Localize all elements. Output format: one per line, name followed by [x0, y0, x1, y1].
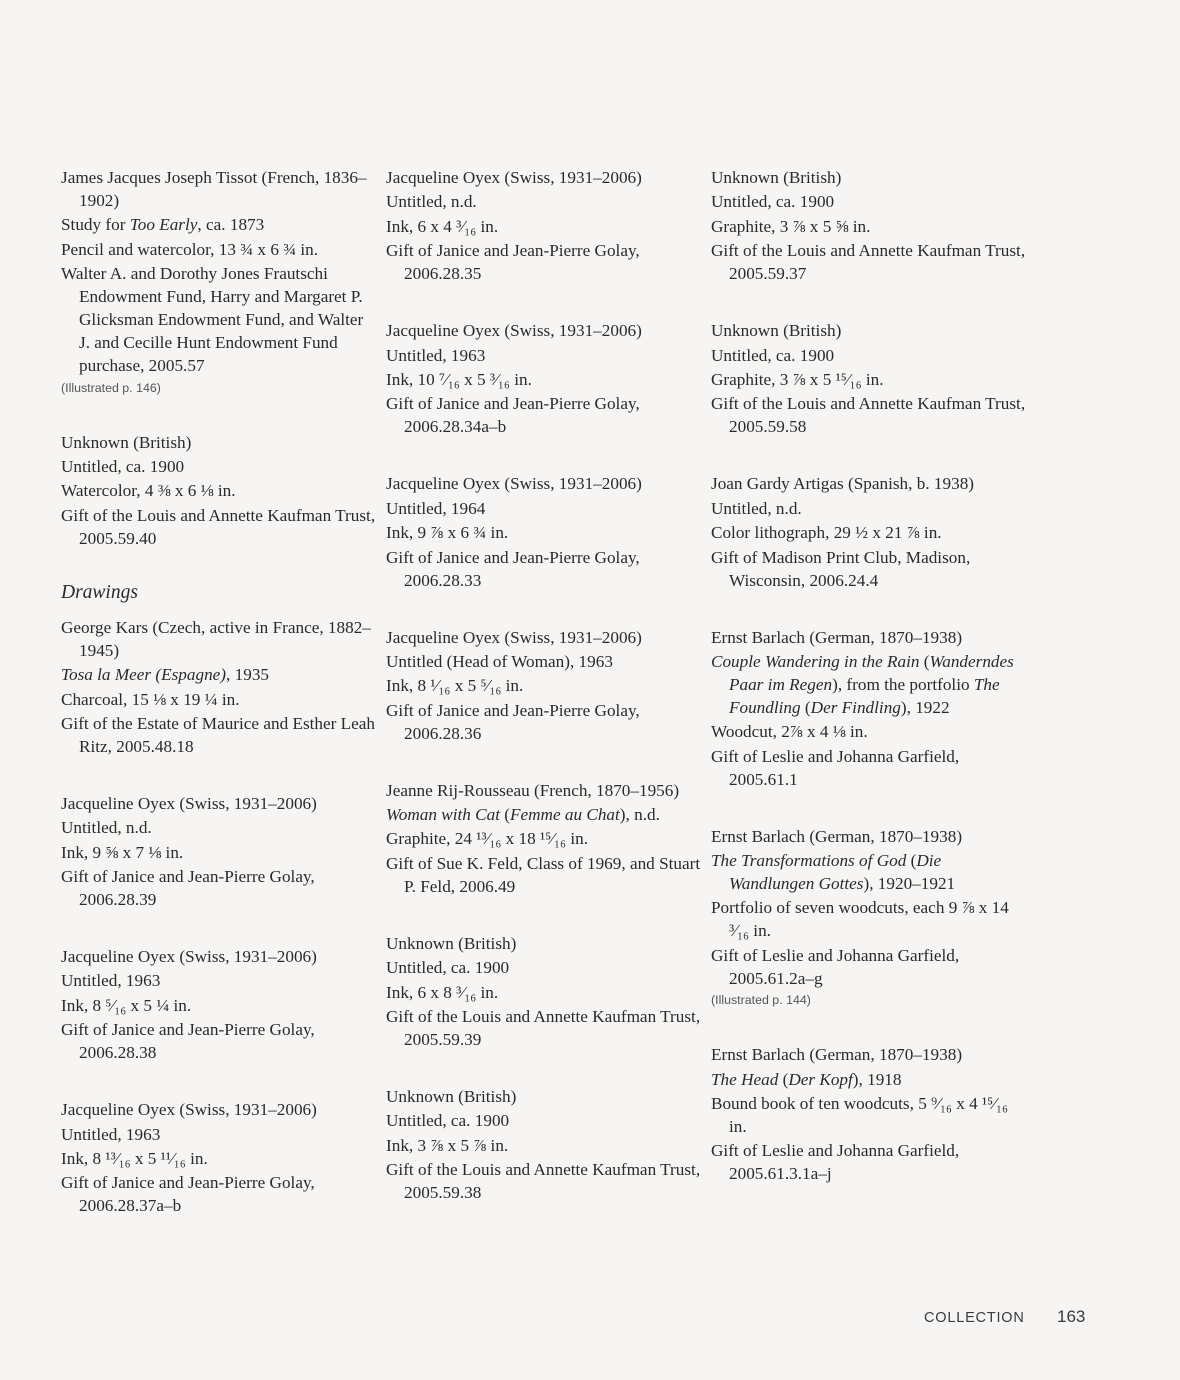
- artwork-title: Der Findling: [810, 697, 901, 717]
- catalog-column-1: [61, 166, 376, 1251]
- entry-line: Gift of the Louis and Annette Kaufman Trust, 2005.59.37: [711, 241, 1026, 284]
- artwork-title: Die Wandlungen Gottes: [729, 851, 942, 894]
- entry-line: Walter A. and Dorothy Jones Frautschi Endowment Fund, Harry and Margaret P. Glicksman Endowment Fund, and Walter J. and Cecille Hunt Endowment Fund purchase, 2005.57: [61, 264, 364, 376]
- entry-line: Gift of Madison Print Club, Madison, Wisconsin, 2006.24.4: [711, 547, 971, 590]
- catalog-entry: [61, 166, 376, 397]
- artwork-title: Tosa la Meer (Espagne): [61, 665, 227, 685]
- running-footer-label: COLLECTION: [924, 1310, 1025, 1326]
- entry-line: Unknown (British): [61, 432, 192, 452]
- entry-line: Gift of the Louis and Annette Kaufman Trust, 2005.59.58: [711, 394, 1026, 437]
- entry-text: (: [499, 805, 510, 825]
- entry-line: Gift of Janice and Jean-Pierre Golay, 2006.28.39: [61, 867, 315, 910]
- entry-text: ), 1922: [900, 697, 950, 717]
- catalog-entry: [711, 825, 1026, 1010]
- entry-line: Untitled, 1964: [386, 498, 486, 518]
- entry-line: Jacqueline Oyex (Swiss, 1931–2006): [61, 947, 317, 967]
- catalog-entry: [386, 319, 701, 438]
- entry-line: Jacqueline Oyex (Swiss, 1931–2006): [386, 168, 642, 187]
- catalog-entry: [711, 319, 1026, 438]
- artwork-title: Too Early: [129, 215, 198, 235]
- entry-text: (: [906, 851, 917, 871]
- catalog-entry: [61, 431, 376, 550]
- catalog-entry: [711, 1043, 1026, 1185]
- artwork-title: Der Kopf: [788, 1069, 853, 1089]
- entry-line: [386, 803, 701, 826]
- entry-line: Color lithograph, 29 ½ x 21 ⅞ in.: [711, 523, 942, 543]
- artwork-title: The Head: [711, 1069, 779, 1089]
- entry-text: ), 1918: [852, 1069, 902, 1089]
- catalog-entry: [61, 945, 376, 1064]
- entry-line: Ink, 10 ⁷⁄₁₆ x 5 ³⁄₁₆ in.: [386, 369, 532, 389]
- entry-text: ), n.d.: [619, 805, 660, 825]
- entry-line: Ink, 8 ¹³⁄₁₆ x 5 ¹¹⁄₁₆ in.: [61, 1149, 208, 1169]
- entry-line: Gift of Janice and Jean-Pierre Golay, 2006.28.36: [386, 700, 640, 743]
- entry-line: Woodcut, 2⅞ x 4 ⅛ in.: [711, 722, 868, 742]
- entry-line: Ink, 6 x 4 ³⁄₁₆ in.: [386, 216, 499, 236]
- catalog-entry: [61, 1098, 376, 1217]
- entry-line: Untitled, ca. 1900: [711, 192, 835, 212]
- entry-line: Jacqueline Oyex (Swiss, 1931–2006): [61, 1100, 317, 1120]
- entry-line: Joan Gardy Artigas (Spanish, b. 1938): [711, 474, 975, 494]
- entry-line: Jacqueline Oyex (Swiss, 1931–2006): [61, 793, 317, 813]
- catalog-entry: [711, 626, 1026, 791]
- artwork-title: Couple Wandering in the Rain: [711, 651, 920, 671]
- entry-line: Watercolor, 4 ⅜ x 6 ⅛ in.: [61, 481, 236, 501]
- entry-line: Gift of Leslie and Johanna Garfield, 2005.61.2a–g: [711, 945, 960, 988]
- entry-line: Jacqueline Oyex (Swiss, 1931–2006): [386, 474, 642, 494]
- entry-line: Portfolio of seven woodcuts, each 9 ⅞ x 14 ³⁄₁₆ in.: [711, 898, 1009, 941]
- entry-line: Untitled, ca. 1900: [711, 345, 835, 365]
- entry-text: ), from the portfolio: [832, 674, 974, 694]
- entry-line: Untitled, 1963: [61, 971, 161, 991]
- entry-line: Untitled, n.d.: [386, 192, 477, 212]
- entry-line: [711, 650, 1026, 719]
- entry-line: Untitled, ca. 1900: [386, 958, 510, 978]
- catalog-entry: [386, 779, 701, 898]
- entry-line: Gift of Leslie and Johanna Garfield, 2005.61.3.1a–j: [711, 1141, 960, 1184]
- page-footer: [900, 1307, 1090, 1329]
- entry-line: Ink, 8 ¹⁄₁₆ x 5 ⁵⁄₁₆ in.: [386, 676, 524, 696]
- entry-line: Gift of Sue K. Feld, Class of 1969, and Stuart P. Feld, 2006.49: [386, 853, 701, 896]
- entry-line: Untitled, 1963: [61, 1124, 161, 1144]
- entry-line: [711, 849, 1026, 895]
- entry-line: Graphite, 3 ⅞ x 5 ⅝ in.: [711, 216, 871, 236]
- entry-line: Gift of the Louis and Annette Kaufman Trust, 2005.59.39: [386, 1007, 701, 1050]
- artwork-title: Woman with Cat: [386, 805, 500, 825]
- entry-line: Gift of Janice and Jean-Pierre Golay, 2006.28.33: [386, 547, 640, 590]
- entry-line: Charcoal, 15 ⅛ x 19 ¼ in.: [61, 689, 240, 709]
- entry-line: Unknown (British): [386, 933, 517, 953]
- catalog-entry: [386, 1085, 701, 1204]
- artwork-title: Femme au Chat: [510, 805, 620, 825]
- entry-line: Gift of the Estate of Maurice and Esther Leah Ritz, 2005.48.18: [61, 713, 376, 756]
- entry-line: Bound book of ten woodcuts, 5 ⁹⁄₁₆ x 4 ¹⁵⁄₁₆ in.: [711, 1094, 1009, 1137]
- entry-line: Ink, 6 x 8 ³⁄₁₆ in.: [386, 982, 499, 1002]
- entry-line: Gift of Janice and Jean-Pierre Golay, 2006.28.37a–b: [61, 1173, 315, 1216]
- entry-line: Jacqueline Oyex (Swiss, 1931–2006): [386, 321, 642, 341]
- entry-line: Untitled, n.d.: [61, 818, 152, 838]
- entry-text: (: [778, 1069, 789, 1089]
- entry-line: [711, 1068, 1026, 1091]
- entry-text: (: [919, 651, 930, 671]
- entry-line: Gift of the Louis and Annette Kaufman Trust, 2005.59.38: [386, 1160, 701, 1203]
- entry-line: James Jacques Joseph Tissot (French, 1836–1902): [61, 168, 367, 210]
- entry-text: , 1935: [226, 665, 269, 685]
- catalog-column-2: [386, 166, 701, 1238]
- entry-line: Untitled, 1963: [386, 345, 486, 365]
- entry-line: Gift of Leslie and Johanna Garfield, 2005.61.1: [711, 746, 960, 789]
- entry-line: Gift of Janice and Jean-Pierre Golay, 2006.28.35: [386, 241, 640, 284]
- entry-line: Gift of Janice and Jean-Pierre Golay, 2006.28.34a–b: [386, 394, 640, 437]
- entry-line: Ink, 3 ⅞ x 5 ⅞ in.: [386, 1135, 509, 1155]
- entry-line: Untitled (Head of Woman), 1963: [386, 651, 613, 671]
- catalog-entry: [386, 166, 701, 285]
- page-number: 163: [1057, 1307, 1086, 1326]
- illustration-note: (Illustrated p. 144): [711, 993, 811, 1008]
- artwork-title: The Foundling: [729, 674, 1000, 717]
- entry-line: Ink, 8 ⁵⁄₁₆ x 5 ¼ in.: [61, 995, 192, 1015]
- entry-line: Unknown (British): [386, 1087, 517, 1107]
- entry-text: , ca. 1873: [197, 215, 265, 235]
- entry-line: Gift of the Louis and Annette Kaufman Trust, 2005.59.40: [61, 505, 376, 548]
- entry-line: George Kars (Czech, active in France, 1882–1945): [61, 617, 371, 660]
- catalog-column-3: [711, 166, 1026, 1219]
- artwork-title: Wanderndes Paar im Regen: [729, 651, 1014, 694]
- entry-line: Ink, 9 ⅞ x 6 ¾ in.: [386, 523, 509, 543]
- entry-line: Ink, 9 ⅝ x 7 ⅛ in.: [61, 842, 184, 862]
- entry-line: Ernst Barlach (German, 1870–1938): [711, 1045, 963, 1065]
- entry-line: Ernst Barlach (German, 1870–1938): [711, 826, 963, 846]
- entry-line: Untitled, ca. 1900: [386, 1111, 510, 1131]
- entry-line: Untitled, n.d.: [711, 498, 802, 518]
- entry-line: Ernst Barlach (German, 1870–1938): [711, 627, 963, 647]
- artwork-title: The Transformations of God: [711, 851, 907, 871]
- section-heading: Drawings: [61, 581, 138, 603]
- entry-line: Untitled, ca. 1900: [61, 456, 185, 476]
- catalog-entry: [61, 616, 376, 758]
- catalog-entry: [386, 932, 701, 1051]
- illustration-note: (Illustrated p. 146): [61, 380, 161, 395]
- entry-line: Unknown (British): [711, 321, 842, 341]
- entry-line: Graphite, 24 ¹³⁄₁₆ x 18 ¹⁵⁄₁₆ in.: [386, 829, 589, 849]
- catalog-entry: [386, 626, 701, 745]
- entry-line: [61, 663, 376, 686]
- catalog-entry: [61, 792, 376, 911]
- entry-text: Study for: [61, 215, 130, 235]
- entry-line: Jeanne Rij-Rousseau (French, 1870–1956): [386, 780, 680, 800]
- entry-line: [61, 213, 376, 236]
- entry-text: (: [800, 697, 811, 717]
- catalog-entry: [711, 472, 1026, 591]
- entry-line: Jacqueline Oyex (Swiss, 1931–2006): [386, 627, 642, 647]
- entry-line: Pencil and watercolor, 13 ¾ x 6 ¾ in.: [61, 239, 319, 259]
- entry-line: Unknown (British): [711, 168, 842, 187]
- entry-line: Gift of Janice and Jean-Pierre Golay, 2006.28.38: [61, 1020, 315, 1063]
- catalog-entry: [386, 472, 701, 591]
- entry-line: Graphite, 3 ⅞ x 5 ¹⁵⁄₁₆ in.: [711, 369, 884, 389]
- catalog-entry: [711, 166, 1026, 285]
- entry-text: ), 1920–1921: [863, 874, 956, 894]
